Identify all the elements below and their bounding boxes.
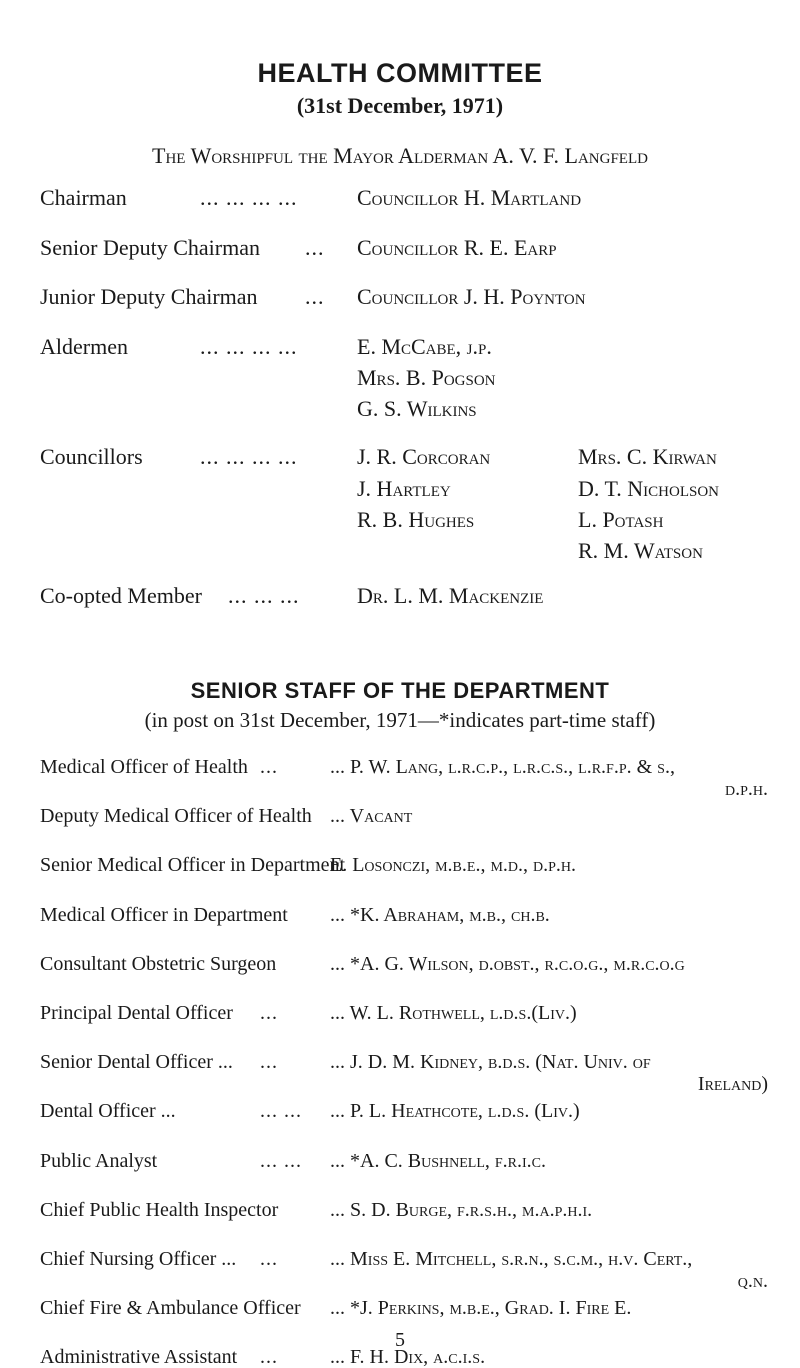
staff-dots: ... — [260, 1002, 278, 1024]
councillors-dots: ... ... ... ... — [200, 444, 298, 469]
staff-name: ... W. L. Rothwell, l.d.s.(Liv.) — [330, 1002, 577, 1024]
aldermen-dots: ... ... ... ... — [200, 334, 298, 359]
staff-dots: ... — [260, 1346, 278, 1368]
staff-name: ... S. D. Burge, f.r.s.h., m.a.p.h.i. — [330, 1198, 593, 1221]
staff-subtitle: (in post on 31st December, 1971—*indicates part-time staff) — [144, 708, 656, 732]
alderman-name: G. S. Wilkins — [357, 396, 477, 421]
aldermen-value: E. McCabe, j.p. — [357, 334, 492, 359]
councillor-name: R. M. Watson — [578, 538, 703, 563]
coopted-value: Dr. L. M. Mackenzie — [357, 583, 544, 608]
staff-role: Senior Medical Officer in Department — [40, 854, 346, 877]
staff-name-continued: d.p.h. — [724, 778, 768, 800]
alderman-name: Mrs. B. Pogson — [357, 365, 496, 390]
staff-dots: ... ... — [260, 1149, 302, 1172]
councillor-name: D. T. Nicholson — [578, 476, 720, 501]
staff-name: ... P. L. Heathcote, l.d.s. (Liv.) — [330, 1100, 580, 1123]
staff-dots: ... ... — [260, 1100, 302, 1123]
staff-role: Medical Officer of Health — [40, 756, 248, 778]
staff-role: Administrative Assistant — [40, 1346, 238, 1368]
staff-dots: ... — [260, 1248, 278, 1270]
senior-deputy-dots: ... — [305, 235, 325, 260]
coopted-dots: ... ... ... — [228, 583, 300, 608]
staff-name: ... F. H. Dix, a.c.i.s. — [330, 1346, 486, 1368]
staff-role: Medical Officer in Department — [40, 903, 288, 926]
senior-deputy-value: Councillor R. E. Earp — [357, 235, 557, 260]
staff-name: ... Vacant — [330, 805, 413, 828]
chairman-label: Chairman — [40, 185, 127, 210]
councillor-name: J. Hartley — [357, 476, 451, 501]
committee-title: HEALTH COMMITTEE — [257, 58, 543, 88]
staff-role: Public Analyst — [40, 1149, 158, 1172]
senior-deputy-label: Senior Deputy Chairman — [40, 235, 260, 260]
staff-role: Consultant Obstetric Surgeon — [40, 952, 277, 975]
councillor-name: J. R. Corcoran — [357, 444, 491, 469]
staff-name: ... P. W. Lang, l.r.c.p., l.r.c.s., l.r.f.p. & s., — [330, 756, 675, 778]
councillor-name: Mrs. C. Kirwan — [578, 444, 717, 469]
committee-date: (31st December, 1971) — [296, 93, 504, 118]
staff-name: ... *K. Abraham, m.b., ch.b. — [330, 903, 550, 926]
page-number: 5 — [395, 1329, 405, 1351]
staff-dots: ... — [260, 756, 278, 778]
staff-name: ... *A. C. Bushnell, f.r.i.c. — [330, 1149, 547, 1172]
councillor-name: R. B. Hughes — [357, 507, 475, 532]
staff-title: SENIOR STAFF OF THE DEPARTMENT — [190, 678, 610, 703]
staff-role: Chief Fire & Ambulance Officer — [40, 1297, 301, 1320]
mayor-line: The Worshipful the Mayor Alderman A. V. F. Langfeld — [152, 143, 648, 168]
aldermen-label: Aldermen — [40, 334, 128, 359]
junior-deputy-dots: ... — [305, 284, 325, 309]
staff-name: E. Losonczi, m.b.e., m.d., d.p.h. — [330, 854, 577, 877]
chairman-dots: ... ... ... ... — [200, 185, 298, 210]
staff-name-continued: Ireland) — [697, 1073, 768, 1096]
staff-name: ... J. D. M. Kidney, b.d.s. (Nat. Univ. of — [330, 1051, 651, 1074]
staff-name: ... *J. Perkins, m.b.e., Grad. I. Fire E. — [330, 1297, 632, 1320]
chairman-value: Councillor H. Martland — [357, 185, 582, 210]
staff-role: Chief Nursing Officer ... — [40, 1248, 237, 1270]
staff-name: ... *A. G. Wilson, d.obst., r.c.o.g., m.r.c.o.g — [330, 952, 685, 975]
junior-deputy-label: Junior Deputy Chairman — [40, 284, 258, 309]
staff-role: Deputy Medical Officer of Health — [40, 805, 312, 828]
staff-role: Principal Dental Officer — [40, 1002, 233, 1024]
staff-role: Chief Public Health Inspector — [40, 1198, 279, 1221]
staff-role: Senior Dental Officer ... — [40, 1051, 233, 1074]
junior-deputy-value: Councillor J. H. Poynton — [357, 284, 586, 309]
staff-role: Dental Officer ... — [40, 1100, 176, 1123]
councillors-label: Councillors — [40, 444, 143, 469]
councillor-name: L. Potash — [578, 507, 664, 532]
staff-dots: ... — [260, 1051, 278, 1074]
staff-name: ... Miss E. Mitchell, s.r.n., s.c.m., h.v. Cert., — [330, 1248, 693, 1270]
coopted-label: Co-opted Member — [40, 583, 202, 608]
staff-name-continued: q.n. — [737, 1270, 768, 1292]
